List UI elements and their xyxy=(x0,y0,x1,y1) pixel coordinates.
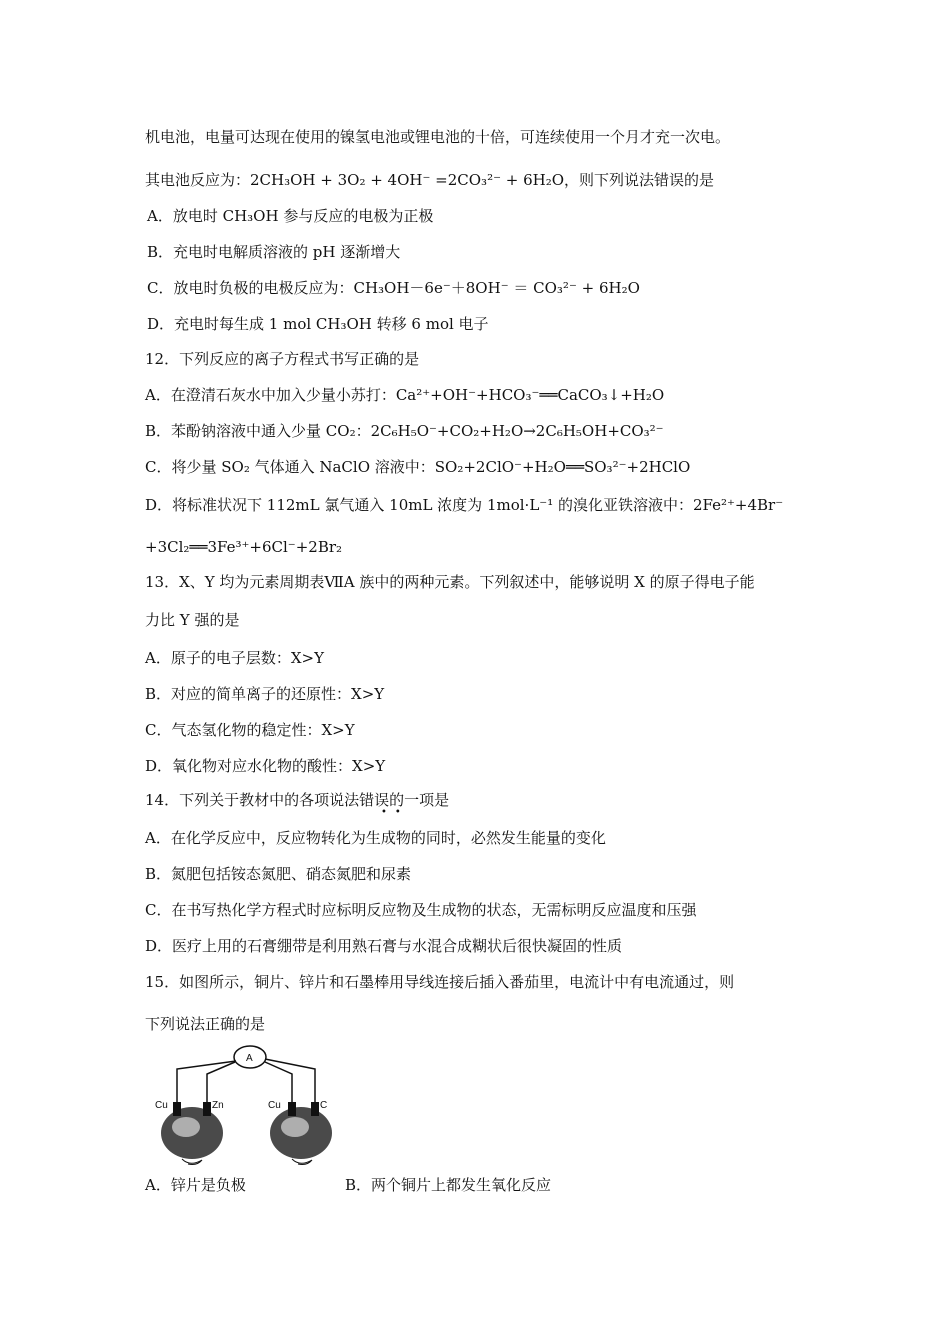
ammeter-label: A xyxy=(246,1053,253,1064)
option-line: D．将标准状况下 112mL 氯气通入 10mL 浓度为 1mol·L⁻¹ 的溴化亚铁溶液中：2Fe²⁺+4Br⁻ xyxy=(145,496,784,514)
option-line: C．将少量 SO₂ 气体通入 NaClO 溶液中：SO₂+2ClO⁻+H₂O══SO₃²⁻+2HClO xyxy=(145,458,691,476)
electrode xyxy=(203,1102,211,1116)
option-line: D．氧化物对应水化物的酸性：X>Y xyxy=(145,757,386,775)
question-15: 15．如图所示，铜片、锌片和石墨棒用导线连接后插入番茄里，电流计中有电流通过，则 xyxy=(145,973,735,991)
electrode xyxy=(288,1102,296,1116)
option-line: A．在化学反应中，反应物转化为生成物的同时，必然发生能量的变化 xyxy=(145,829,606,847)
option-line: A．在澄清石灰水中加入少量小苏打：Ca²⁺+OH⁻+HCO₃⁻══CaCO₃↓+H₂O xyxy=(145,386,665,404)
electrode-label: C xyxy=(320,1100,328,1111)
text-line: 力比 Y 强的是 xyxy=(145,611,240,629)
left-tomato xyxy=(161,1107,223,1165)
electrode-label: Cu xyxy=(155,1100,168,1111)
option-a: A．锌片是负极 xyxy=(145,1176,246,1194)
electrode-label: Cu xyxy=(268,1100,281,1111)
text-line: 其电池反应为：2CH₃OH + 3O₂ + 4OH⁻ =2CO₃²⁻ + 6H₂O，则下列说法错误的是 xyxy=(145,171,715,189)
option-line: C．放电时负极的电极反应为：CH₃OH－6e⁻＋8OH⁻ ＝ CO₃²⁻ + 6H₂O xyxy=(147,279,640,297)
option-b: B．两个铜片上都发生氧化反应 xyxy=(345,1176,552,1194)
emphasis-dots: •• xyxy=(381,807,409,818)
text-line: 下列说法正确的是 xyxy=(145,1015,266,1033)
option-line: B．对应的简单离子的还原性：X>Y xyxy=(145,685,385,703)
right-tomato xyxy=(270,1107,332,1165)
electrode-label: Zn xyxy=(212,1100,224,1111)
text-line: 机电池，电量可达现在使用的镍氢电池或锂电池的十倍，可连续使用一个月才充一次电。 xyxy=(145,128,731,146)
electrode xyxy=(173,1102,181,1116)
question-14: 14．下列关于教材中的各项说法错误的一项是 xyxy=(145,791,450,809)
option-line: A．原子的电子层数：X>Y xyxy=(145,649,324,667)
option-line: A．放电时 CH₃OH 参与反应的电极为正极 xyxy=(147,207,434,225)
option-line: C．在书写热化学方程式时应标明反应物及生成物的状态，无需标明反应温度和压强 xyxy=(145,901,697,919)
tomato-cell-diagram xyxy=(152,1042,332,1170)
option-line: B．氮肥包括铵态氮肥、硝态氮肥和尿素 xyxy=(145,865,412,883)
question-13: 13．X、Y 均为元素周期表ⅦA 族中的两种元素。下列叙述中，能够说明 X 的原子得电子能 xyxy=(145,573,755,591)
option-line: D．医疗上用的石膏绷带是利用熟石膏与水混合成糊状后很快凝固的性质 xyxy=(145,937,623,955)
question-12: 12．下列反应的离子方程式书写正确的是 xyxy=(145,350,420,368)
option-line: +3Cl₂══3Fe³⁺+6Cl⁻+2Br₂ xyxy=(145,538,343,556)
electrode xyxy=(311,1102,319,1116)
option-line: B．苯酚钠溶液中通入少量 CO₂：2C₆H₅O⁻+CO₂+H₂O→2C₆H₅OH+CO₃²⁻ xyxy=(145,422,664,440)
option-line: B．充电时电解质溶液的 pH 逐渐增大 xyxy=(147,243,401,261)
option-line: D．充电时每生成 1 mol CH₃OH 转移 6 mol 电子 xyxy=(147,315,489,333)
option-line: C．气态氢化物的稳定性：X>Y xyxy=(145,721,355,739)
